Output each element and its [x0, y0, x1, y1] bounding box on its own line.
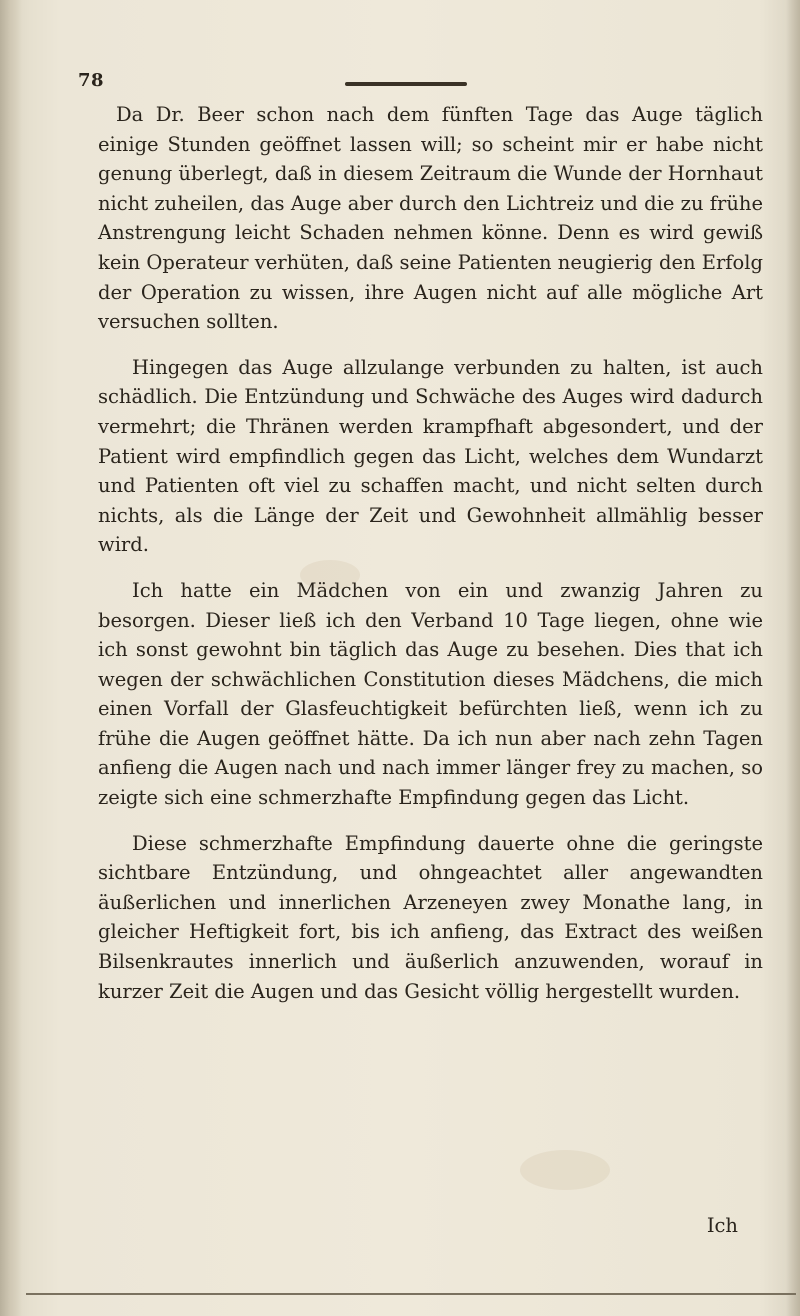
scan-edge-line [26, 1293, 796, 1295]
paragraph-1: Da Dr. Beer schon nach dem fünften Tage das Auge täglich einige Stunden geöffnet lassen will; so scheint mir er habe nicht genung überlegt, daß in diesem Zeitraum die Wunde der Hornhaut nicht zuheilen, das Auge aber durch den Lichtreiz und die zu frühe Anstrengung leicht Schaden nehmen könne. Denn es wird gewiß kein Operateur verhüten, daß seine Patienten neugierig den Erfolg der Operation zu wissen, ihre Augen nicht auf alle mögliche Art versuchen sollten. [98, 103, 763, 334]
paper-stain [520, 1150, 610, 1190]
paragraph-4: Diese schmerzhafte Empfindung dauerte ohne die geringste sichtbare Entzündung, und ohngeachtet aller angewandten äußerlichen und innerlichen Arzeneyen zwey Monathe lang, in gleicher Heftigkeit fort, bis ich anfieng, das Extract des weißen Bilsenkrautes innerlich und äußerlich anzuwenden, worauf in kurzer Zeit die Augen und das Gesicht völlig hergestellt wurden. [98, 831, 763, 1003]
page-number: 78 [78, 70, 105, 91]
body-text [98, 100, 763, 1006]
paragraph-2: Hingegen das Auge allzulange verbunden zu halten, ist auch schädlich. Die Entzündung und Schwäche des Auges wird dadurch vermehrt; die Thränen werden krampfhaft abgesondert, und der Patient wird empfindlich gegen das Licht, welches dem Wundarzt und Patienten oft viel zu schaffen macht, und nicht selten durch nichts, als die Länge der Zeit und Gewohnheit allmählig besser wird. [98, 355, 763, 557]
binding-shadow-left [0, 0, 22, 1316]
catchword: Ich [706, 1214, 738, 1237]
header-rule [345, 82, 467, 86]
paragraph-3: Ich hatte ein Mädchen von ein und zwanzig Jahren zu besorgen. Dieser ließ ich den Verband 10 Tage liegen, ohne wie ich sonst gewohnt bin täglich das Auge zu besehen. Dies that ich wegen der schwächlichen Constitution dieses Mädchens, die mich einen Vorfall der Glasfeuchtigkeit befürchten ließ, wenn ich zu frühe die Augen geöffnet hätte. Da ich nun aber nach zehn Tagen anfieng die Augen nach und nach immer länger frey zu machen, so zeigte sich eine schmerzhafte Empfindung gegen das Licht. [98, 578, 763, 810]
page-edge-right [786, 0, 800, 1316]
